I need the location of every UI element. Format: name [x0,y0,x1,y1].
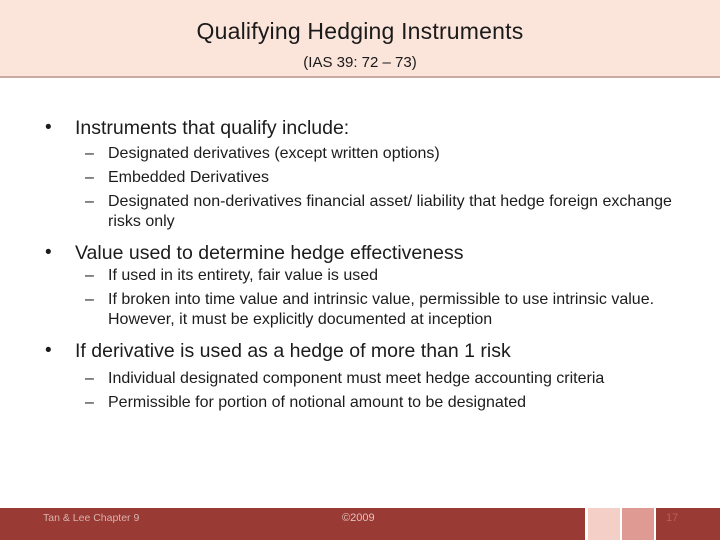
title-bar [0,0,720,78]
bullet-text: If derivative is used as a hedge of more than 1 risk [75,340,511,362]
footer-bar [0,508,585,540]
page-number: 17 [666,512,679,524]
slide-title: Qualifying Hedging Instruments [196,18,524,44]
dash-icon: – [85,145,94,162]
sub-item [30,290,690,330]
bullet-text: Instruments that qualify include: [75,117,350,139]
sub-item [30,266,690,286]
sub-item-text: If broken into time value and intrinsic value, permissible to use intrinsic value. However, it must be explicitly documented at inception [108,291,655,328]
footer [0,508,720,540]
footer-accent-light [588,508,620,540]
sub-item [30,192,690,232]
bullet-item [30,116,349,140]
slide-subtitle: (IAS 39: 72 – 73) [303,54,417,71]
sub-item [30,168,690,188]
bullet-dot-icon: • [45,117,52,138]
bullet-item [30,339,511,363]
dash-icon: – [85,394,94,411]
dash-icon: – [85,267,94,284]
footer-accent-mid [622,508,654,540]
sub-item-text: Permissible for portion of notional amount to be designated [108,394,527,411]
dash-icon: – [85,169,94,186]
sub-list [30,369,690,417]
sub-item-text: Designated non-derivatives financial asset/ liability that hedge foreign exchange risks only [108,193,672,230]
bullet-item [30,241,463,265]
bullet-dot-icon: • [45,340,52,361]
sub-list [30,266,690,334]
dash-icon: – [85,370,94,387]
footer-copyright: ©2009 [342,512,375,524]
dash-icon: – [85,193,94,210]
sub-item-text: If used in its entirety, fair value is used [108,267,379,284]
sub-item [30,144,690,164]
sub-item-text: Individual designated component must meet hedge accounting criteria [108,370,605,387]
sub-item [30,393,690,413]
sub-item-text: Designated derivatives (except written options) [108,145,440,162]
bullet-text: Value used to determine hedge effectiveness [75,242,464,264]
sub-list [30,144,690,236]
footer-source: Tan & Lee Chapter 9 [43,512,140,524]
bullet-dot-icon: • [45,242,52,263]
sub-item [30,369,690,389]
sub-item-text: Embedded Derivatives [108,169,269,186]
dash-icon: – [85,291,94,308]
